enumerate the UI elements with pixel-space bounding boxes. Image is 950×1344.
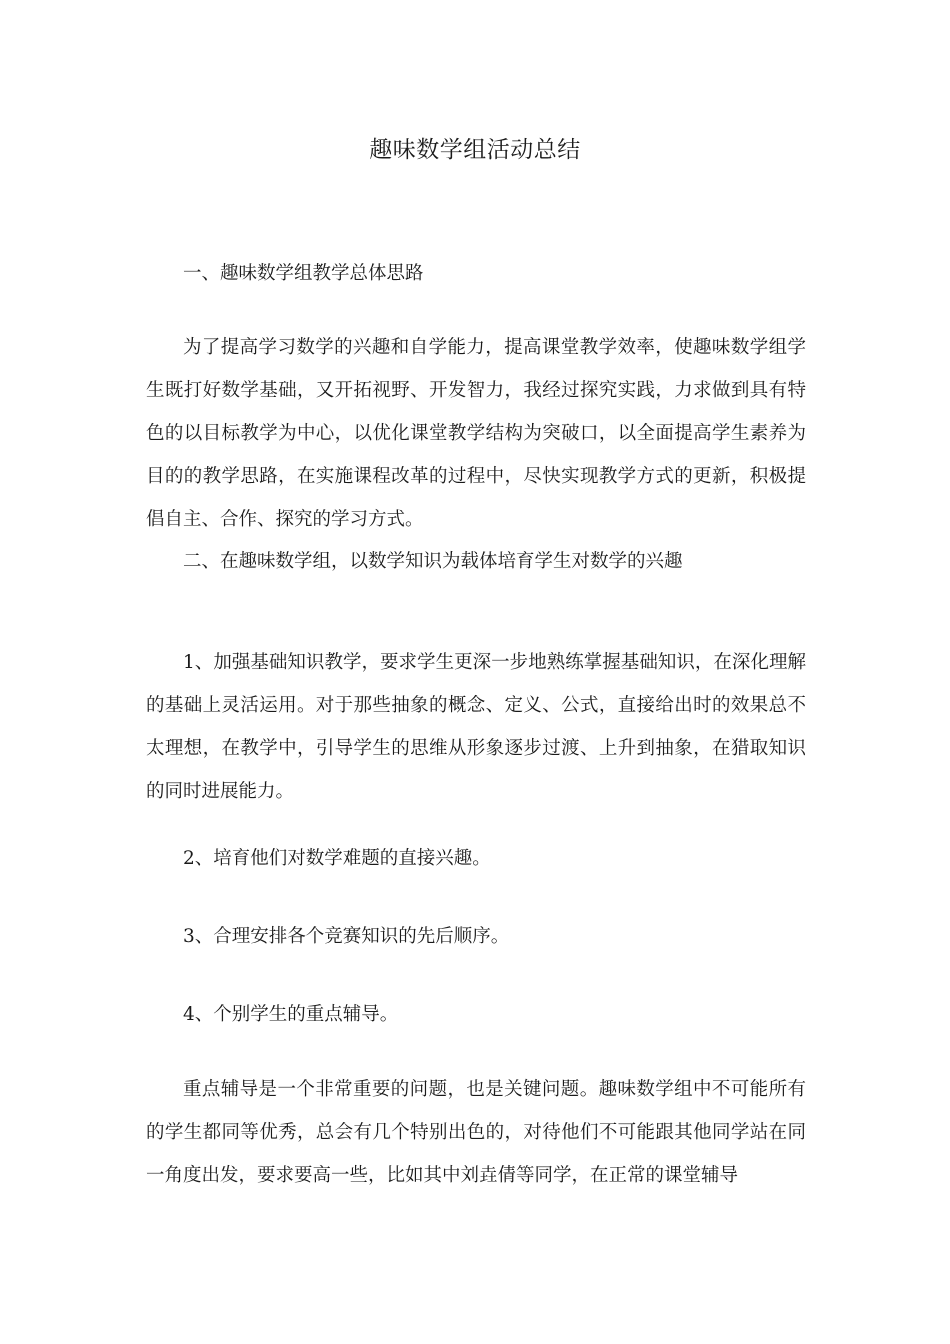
- list-item-4: 4、个别学生的重点辅导。: [183, 1004, 399, 1025]
- paragraph-key-tutoring: 重点辅导是一个非常重要的问题，也是关键问题。趣味数学组中不可能所有的学生都同等优秀，总会有几个特别出色的，对待他们不可能跟其他同学站在同一角度出发，要求要高一些，比如其中刘垚倩等同学，在正常的课堂辅导: [146, 1079, 806, 1186]
- document-title: 趣味数学组活动总结: [369, 137, 581, 163]
- list-item-2: 2、培育他们对数学难题的直接兴趣。: [183, 848, 491, 869]
- list-item-3: 3、合理安排各个竞赛知识的先后顺序。: [183, 926, 510, 947]
- paragraph-overall-approach: 为了提高学习数学的兴趣和自学能力，提高课堂教学效率，使趣味数学组学生既打好数学基础，又开拓视野、开发智力，我经过探究实践，力求做到具有特色的以目标教学为中心，以优化课堂教学结构为突破口，以全面提高学生素养为目的的教学思路，在实施课程改革的过程中，尽快实现教学方式的更新，积极提倡自主、合作、探究的学习方式。: [146, 337, 806, 530]
- list-item-1: 1、加强基础知识教学，要求学生更深一步地熟练掌握基础知识，在深化理解的基础上灵活运用。对于那些抽象的概念、定义、公式，直接给出时的效果总不太理想，在教学中，引导学生的思维从形象逐步过渡、上升到抽象，在猎取知识的同时进展能力。: [146, 652, 806, 802]
- section-heading-1: 一、趣味数学组教学总体思路: [183, 263, 424, 284]
- section-heading-2: 二、在趣味数学组，以数学知识为载体培育学生对数学的兴趣: [183, 551, 683, 572]
